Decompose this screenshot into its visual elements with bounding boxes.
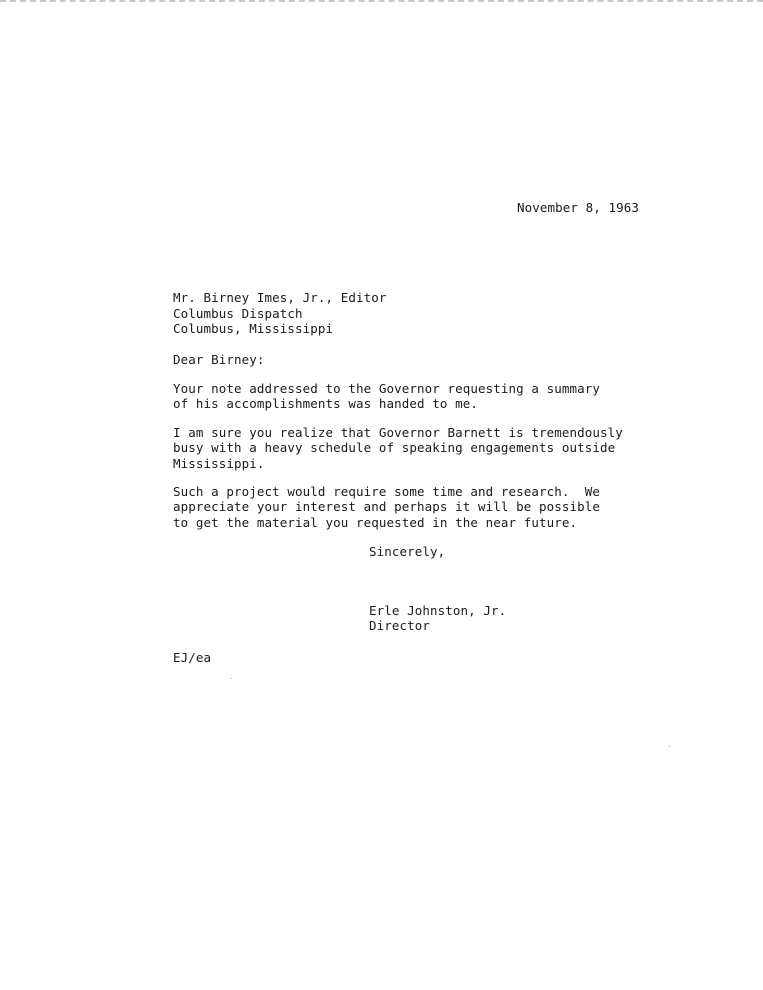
signer-title: Director [369,618,431,633]
salutation: Dear Birney: [173,352,265,367]
paragraph-line: of his accomplishments was handed to me. [173,396,479,411]
paragraph-line: I am sure you realize that Governor Barnett is tremendously [173,425,623,440]
paragraph-line: Your note addressed to the Governor requesting a summary [173,381,601,396]
address-line: Mr. Birney Imes, Jr., Editor [173,290,387,305]
paragraph-line: appreciate your interest and perhaps it will be possible [173,499,601,514]
paragraph-line: busy with a heavy schedule of speaking engagements outside [173,440,616,455]
paper-speck [669,746,670,747]
signer-name: Erle Johnston, Jr. [369,603,507,618]
address-line: Columbus Dispatch [173,306,303,321]
typist-initials: EJ/ea [173,650,212,665]
paper-speck [231,678,232,679]
paragraph-line: Such a project would require some time and research. We [173,484,601,499]
paragraph-line: to get the material you requested in the near future. [173,515,578,530]
closing: Sincerely, [369,544,446,559]
paragraph-line: Mississippi. [173,456,265,471]
address-line: Columbus, Mississippi [173,321,334,336]
letter-date: November 8, 1963 [517,200,640,215]
